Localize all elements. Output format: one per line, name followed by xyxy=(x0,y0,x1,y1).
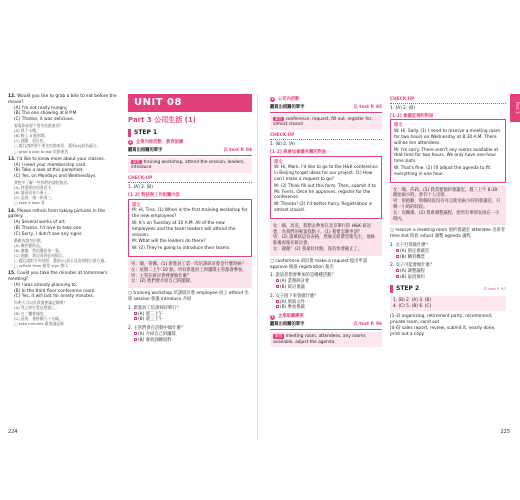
question-text: 1. 新進員工培訓何時舉行？ xyxy=(128,305,181,311)
option-text: (B) 取消預約 xyxy=(400,274,425,280)
translation-note: ▢ take a look 看 xyxy=(14,200,45,206)
translation-note: (A) 我不太餓。 xyxy=(14,128,40,134)
answer-option: (C) Thanks, it was delicious. xyxy=(14,117,75,123)
checkbox-icon xyxy=(276,305,279,308)
step-label: STEP 1 xyxy=(134,128,158,136)
translation-line: 女：嗨，莎莉。(1) 我需要預約會議室，週三上午 8:30 開始兩小時，會有十人出席。 xyxy=(393,187,498,199)
translation-note: (C) 抱歉，我沒看到任何標示。 xyxy=(14,252,67,258)
question-number: 12. xyxy=(8,94,18,99)
answer-option xyxy=(390,275,506,281)
question-list xyxy=(128,306,252,344)
translation-line: 女：(2) 他們要介紹自己的團隊。 xyxy=(131,279,195,285)
dialog-line: W: That's fine. (2) I'll adjust the agenda to fit everything in one hour. xyxy=(394,165,491,177)
checkup-heading: CHECK-UP xyxy=(128,176,252,183)
dialog-line: W: Thanks! (2) I'd better hurry. Registration is almost closed. xyxy=(274,202,373,213)
dialog-line: W: (2) They're going to introduce their teams. xyxy=(132,246,231,252)
translation-note: 你明天可以負責做會議記錄嗎？ xyxy=(14,300,68,306)
right-column-1 xyxy=(270,94,382,350)
translation-line: 女：星期二上午 10 點。所有新進員工與團隊主管都會參加。 xyxy=(131,267,247,273)
left-page xyxy=(0,94,258,440)
dictation-answer xyxy=(270,332,382,348)
answer-option: (B) Thanks, I'd love to take one. xyxy=(14,225,83,231)
checkbox-icon xyxy=(134,312,137,315)
step-bar xyxy=(128,129,131,137)
translation-line: 男：(2) 請填寫這份表格，然後交給費里斯先生。他核准後再報名研討會。 xyxy=(273,235,375,247)
question-heading: [1-2] 與參加會議有關的對話 xyxy=(270,149,327,155)
left-column-2 xyxy=(128,94,252,347)
option-text: (A) 填寫文件 xyxy=(280,299,305,305)
answer-tag: 解答 xyxy=(133,159,141,164)
translation-box xyxy=(270,221,382,256)
question-text xyxy=(8,94,120,106)
step-ref: 以 text P. 97 xyxy=(483,286,506,292)
box-title: 聽寫出相關的單字 xyxy=(270,104,305,110)
translation-note: (B) 謝謝，我很樂意拍一張。 xyxy=(14,247,63,253)
question-text: 1. 女子打算做什麼？ xyxy=(390,242,430,248)
checkbox-icon xyxy=(276,300,279,303)
dialog-box xyxy=(270,156,382,219)
dialog-box xyxy=(128,199,252,257)
question-heading: [1-2] 對話與工作相關內容 xyxy=(128,192,180,198)
checkbox-icon xyxy=(134,317,137,320)
section-title: 企業組織變更 xyxy=(278,314,304,320)
translation-note: (A) 我已經打算這麼做了。 xyxy=(14,305,59,311)
answer-tag: 解答 xyxy=(275,333,283,338)
question-list xyxy=(270,273,382,311)
translation-note: ▢ grab a bite to eat 吃點東西 xyxy=(14,148,69,154)
question-item xyxy=(8,157,120,206)
answer-text: conference, request, fill out, register for, almost closed xyxy=(273,116,373,128)
step-heading xyxy=(128,129,252,137)
question-heading: [1-2] 會議室預約對話 xyxy=(390,113,434,119)
section-heading xyxy=(270,97,382,103)
dialog-label: 原文 xyxy=(274,159,283,165)
dialog-line: W: Hi, Mark. I'd like to go to the H&K conference in Beijing to get ideas for our project. (1) How can I make a request to go? xyxy=(274,165,378,182)
dialog-line: M: (2) Think fill out this form. Then, submit it to Mr. Ferris. Once he approves, register for the conference. xyxy=(274,183,377,201)
question-item xyxy=(390,263,506,280)
option-text: (B) 週三上午 xyxy=(138,317,163,323)
translation-note: 看電影前要不要先吃點東西？ xyxy=(14,122,64,128)
option-text: (B) 購買機票 xyxy=(400,254,425,260)
translation-note: (A) 幾件藝術品。 xyxy=(14,242,44,248)
question-item xyxy=(8,94,120,154)
question-text xyxy=(8,209,120,221)
question-item xyxy=(8,271,120,326)
vocab-note: ▢ conference 研討會 make a request 提出申請 approve 核准 registration 報名 xyxy=(270,258,368,270)
answer-option: (A) I was already planning to. xyxy=(14,282,78,288)
answer-option xyxy=(390,255,506,261)
answer-option xyxy=(270,285,382,291)
translation-line: 男：很抱歉，那個時段沒有可以使用兩小時的會議室，只剩一小時的時段。 xyxy=(393,199,501,210)
vocab-note: ▢ training workshop 培訓研討會 employee 員工 attend 出席 session 會議 introduce 介紹 xyxy=(128,291,249,302)
translation-note: (C) 是的，週一和週三。 xyxy=(14,195,55,201)
translation-line: 女：謝謝！(2) 我最好快點，報名快要截止了。 xyxy=(273,246,363,252)
section-number: 1 xyxy=(129,140,132,145)
page-number: 225 xyxy=(500,429,510,436)
section-title: 公司內活動 xyxy=(278,97,300,102)
checkup-answer: 1. (A) 2. (B) xyxy=(390,105,415,111)
box-ref: 以 text P. 94 xyxy=(223,147,252,153)
checkbox-icon xyxy=(134,332,137,335)
question-body: Would you like to grab a bite to eat before the movie? xyxy=(8,94,117,105)
answer-option: (B) The one showing at 8 P.M. xyxy=(14,111,78,117)
right-column-2 xyxy=(390,94,506,338)
answer-option xyxy=(128,338,252,344)
question-text: 2. 主管們會在活動中做什麼？ xyxy=(128,326,186,332)
translation-note: (C) 是的，會持續九十分鐘。 xyxy=(14,315,63,321)
checkup-answer: 1. (B) 2. (A) xyxy=(270,141,295,147)
checkbox-icon xyxy=(396,269,399,272)
option-text: (A) 週二上午 xyxy=(138,311,163,317)
translation-box xyxy=(128,259,252,288)
question-item xyxy=(128,306,252,323)
question-body: Please refrain from taking pictures in the gallery. xyxy=(8,208,106,220)
checkup-heading: CHECK-UP xyxy=(270,133,382,140)
step-label: STEP 2 xyxy=(396,284,420,292)
option-text: (A) 預定會議室 xyxy=(400,248,430,254)
box-header xyxy=(270,322,382,330)
dialog-line: W: Hi, Sally. (1) I need to reserve a meeting room for two hours on Wednesday at 8:30 A.M. There will be ten attendees. xyxy=(394,129,501,146)
dialog-line: W: It's on Tuesday at 10 A.M. All of the new employees and the team leaders will attend the session. xyxy=(132,221,236,238)
step-heading xyxy=(390,285,506,293)
answer-option xyxy=(128,317,252,323)
answer-tag: 解答 xyxy=(275,116,283,121)
question-number: 13. xyxy=(8,156,18,162)
translation-note: (B) 晚上 8 點那場。 xyxy=(14,133,49,139)
question-list xyxy=(390,243,506,281)
checkbox-icon xyxy=(276,285,279,288)
question-text xyxy=(8,157,120,163)
page-number: 224 xyxy=(8,429,18,436)
checkbox-icon xyxy=(396,249,399,252)
question-item xyxy=(128,326,252,343)
answer-option: (C) Sorry, I didn't see any signs. xyxy=(14,231,83,237)
question-number: 15. xyxy=(8,271,18,277)
dialog-label: 原文 xyxy=(132,202,141,208)
section-number: 3 xyxy=(271,314,274,319)
translation-note: (A) 我需要你的會員卡。 xyxy=(14,185,55,191)
option-text: (A) 介紹自己的團隊 xyxy=(138,331,176,337)
question-body: I'd like to know more about your classes. xyxy=(17,156,105,162)
question-text: 2. 女子可能會做什麼？ xyxy=(390,263,435,269)
section-heading xyxy=(270,314,382,320)
box-ref: 以 text P. 95 xyxy=(353,104,382,110)
checkup-heading: CHECK-UP xyxy=(390,97,506,104)
translation-note: ▢ 題目詢問要不要先吃點東西，選項(A)最為適合。 xyxy=(14,143,101,149)
step2-answers: 1. (B) 2. (A) 3. (B) 4. (C) 5. (B) 6. (C) xyxy=(390,296,506,312)
unit-banner: UNIT 08 xyxy=(128,94,252,112)
box-ref: 以 text P. 96 xyxy=(353,321,382,327)
checkbox-icon xyxy=(134,338,137,341)
translation-note: (B) 請看這本小冊子。 xyxy=(14,190,52,196)
translation-note: ▢ 題目請對方勿拍照，選項(C)表示沒看到標示最合適。 xyxy=(14,258,108,264)
dialog-label: 原文 xyxy=(394,123,403,129)
dialog-line: M: What will the leaders do there? xyxy=(132,239,206,245)
checkup-answer: 1. (A) 2. (B) xyxy=(128,185,153,191)
question-text: 1. 說話者想要參加的是哪種活動？ xyxy=(270,273,336,279)
answer-option: (C) Yes, it will last for ninety minutes. xyxy=(14,294,95,300)
option-text: (B) 參加會議 xyxy=(280,305,305,311)
checkbox-icon xyxy=(396,275,399,278)
translation-line: 男：嗨，蒂娜。(1) 新進員工第一次培訓研討會是什麼時候？ xyxy=(131,261,246,267)
question-body: Could you take the minutes at tomorrow's meeting? xyxy=(8,271,108,283)
question-text: 2. 女子接下來會做什麼？ xyxy=(270,293,319,299)
answer-text: training workshop, attend the session, leaders, introduce xyxy=(131,159,245,171)
left-column-1 xyxy=(8,94,120,329)
answer-text: meeting room, attendees, any rooms available, adjust the agenda xyxy=(273,333,366,345)
section-number: 2 xyxy=(271,97,274,102)
step-bar xyxy=(390,285,393,293)
section-heading xyxy=(128,140,252,146)
part-title: Part 3 公司生活 (1) xyxy=(128,115,196,124)
box-header xyxy=(270,105,382,113)
option-text: (B) 研討會議 xyxy=(280,284,305,290)
question-number: 14. xyxy=(8,208,18,214)
side-tab: Part 3 xyxy=(510,94,520,122)
checkbox-icon xyxy=(276,279,279,282)
translation-note: ▢ take minutes 做會議記錄 xyxy=(14,320,64,326)
question-item xyxy=(8,209,120,269)
checkbox-icon xyxy=(396,255,399,258)
dialog-line: M: Hi, Tina. (1) When is the first training workshop for the new employees? xyxy=(132,208,248,220)
dialog-line: M: I'm sorry. There aren't any rooms available at that time for two hours. We only have one-hour time slots. xyxy=(394,147,499,165)
option-text: (B) 發放訓練資料 xyxy=(138,337,172,343)
answer-option: (B) Take a look at this pamphlet. xyxy=(14,168,84,174)
question-item xyxy=(270,273,382,290)
section-title: 企業內部活動．教育訓練 xyxy=(136,140,184,146)
box-header xyxy=(128,148,252,156)
translation-note: (C) 謝謝，很好吃。 xyxy=(14,138,48,144)
question-item xyxy=(390,243,506,260)
question-text xyxy=(8,271,120,283)
answer-option: (A) I need your membership card. xyxy=(14,162,87,168)
translation-box xyxy=(390,185,506,226)
vocab-note: ▢ reserve a meeting room 預約會議室 attendee 出席者 time slot 時段 adjust 調整 agenda 議程 xyxy=(390,228,506,240)
answer-option xyxy=(270,305,382,311)
option-text: (A) 業務研討會 xyxy=(280,279,310,285)
question-item xyxy=(270,294,382,311)
answer-option: (B) In the third floor conference room. xyxy=(14,288,96,294)
right-page xyxy=(262,94,520,440)
option-text: (A) 調整議程 xyxy=(400,269,425,275)
dictation-answer xyxy=(270,115,382,131)
translation-note: (B) 在三樓會議室。 xyxy=(14,310,48,316)
step2-notes: [1-3] organizing, retirement party, recommend, private room, send out [4-6] sales report, review, submit it, nearly done, print out a copy xyxy=(390,314,496,337)
answer-option: (A) Several works of art. xyxy=(14,220,67,226)
dialog-box xyxy=(390,119,506,182)
dictation-answer xyxy=(128,158,252,174)
answer-option: (A) I'm not really hungry. xyxy=(14,105,68,111)
translation-note: ▢ refrain from 避免 sign 標示 xyxy=(14,263,68,269)
box-title: 聽寫出相關的單字 xyxy=(128,147,163,153)
translation-note: 藝廊內請勿拍照。 xyxy=(14,237,45,243)
translation-line: 女：嗨，馬克。我想去參加在北京舉行的 H&K 研討會，為我們的專案找點子。(1) 我要怎麼申請？ xyxy=(273,223,372,235)
box-title: 聽寫出相關的單字 xyxy=(270,321,305,327)
translation-line: 男：主管在研討會裡要做什麼？ xyxy=(131,273,192,279)
answer-option: (C) Yes, on Mondays and Wednesdays. xyxy=(14,174,97,180)
translation-line: 女：沒關係。(2) 我會調整議程，把所有事情安排在一小時內。 xyxy=(393,210,500,222)
translation-note: 我想多了解一些你們的課程資訊。 xyxy=(14,179,71,185)
